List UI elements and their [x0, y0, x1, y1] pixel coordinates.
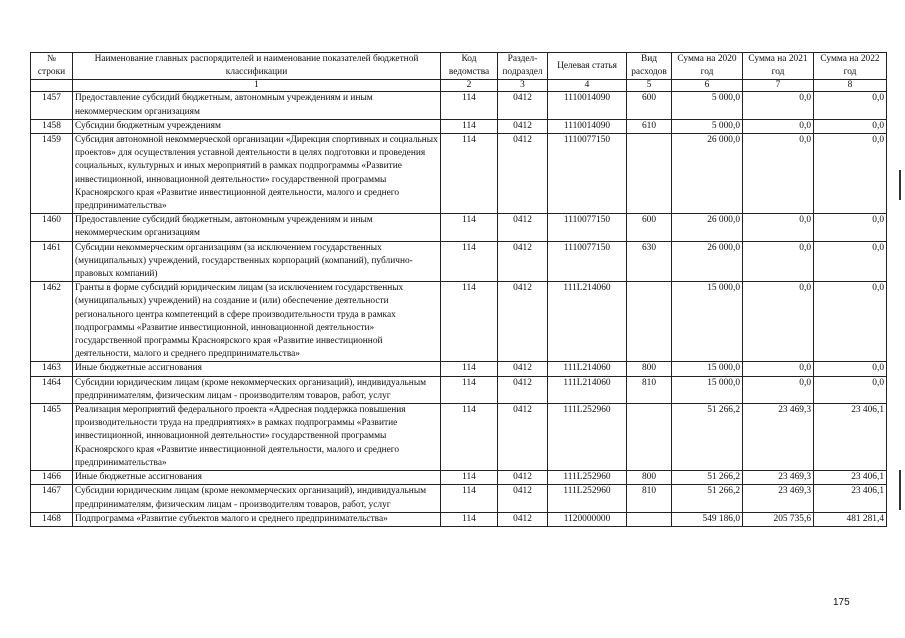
row-sum-2021: 205 735,6	[743, 512, 814, 526]
row-sum-2020: 51 266,2	[672, 485, 743, 512]
row-section: 0412	[498, 214, 548, 241]
row-expense-type	[627, 134, 672, 214]
row-sum-2021: 0,0	[743, 92, 814, 119]
row-sum-2021: 0,0	[743, 214, 814, 241]
row-department-code: 114	[441, 485, 498, 512]
row-target-item: 1110077150	[548, 214, 627, 241]
row-target-item: 1120000000	[548, 512, 627, 526]
column-number: 5	[627, 80, 672, 92]
row-department-code: 114	[441, 376, 498, 403]
row-name: Субсидии некоммерческим организациям (за исключением государственных (муниципальных) учреждений, государственных корпораций (компаний), публично-правовых компаний)	[73, 241, 441, 282]
row-sum-2022: 0,0	[814, 119, 887, 133]
column-number: 7	[743, 80, 814, 92]
row-sum-2022: 0,0	[814, 362, 887, 376]
row-number: 1462	[31, 282, 73, 362]
row-sum-2020: 26 000,0	[672, 134, 743, 214]
row-section: 0412	[498, 282, 548, 362]
row-expense-type	[627, 282, 672, 362]
row-sum-2020: 5 000,0	[672, 119, 743, 133]
column-number: 6	[672, 80, 743, 92]
row-name: Предоставление субсидий бюджетным, автономным учреждениям и иным некоммерческим организациям	[73, 92, 441, 119]
row-sum-2022: 0,0	[814, 92, 887, 119]
row-sum-2021: 23 469,3	[743, 471, 814, 485]
column-number-row	[31, 80, 887, 92]
row-department-code: 114	[441, 214, 498, 241]
row-target-item: 111L214060	[548, 376, 627, 403]
row-target-item: 111L214060	[548, 362, 627, 376]
row-section: 0412	[498, 119, 548, 133]
header-section: Раздел-подраздел	[498, 53, 548, 80]
row-target-item: 1110014090	[548, 92, 627, 119]
row-name: Иные бюджетные ассигнования	[73, 362, 441, 376]
row-expense-type: 810	[627, 485, 672, 512]
header-sum-2022: Сумма на 2022 год	[814, 53, 887, 80]
row-name: Подпрограмма «Развитие субъектов малого и среднего предпринимательства»	[73, 512, 441, 526]
row-sum-2021: 23 469,3	[743, 485, 814, 512]
row-sum-2022: 0,0	[814, 241, 887, 282]
row-name: Гранты в форме субсидий юридическим лицам (за исключением государственных (муниципальных) учреждений) на создание и (или) обеспечение деятельности регионального центра компетенций в сфере производительности труда в рамках подпрограммы «Развитие инвестиционной, инновационной деятельности» государственной программы Красноярского края «Развитие инвестиционной деятельности, малого и среднего предпринимательства»	[73, 282, 441, 362]
row-target-item: 1110014090	[548, 119, 627, 133]
header-sum-2020: Сумма на 2020 год	[672, 53, 743, 80]
row-number: 1460	[31, 214, 73, 241]
row-sum-2022: 0,0	[814, 134, 887, 214]
row-expense-type	[627, 512, 672, 526]
row-expense-type	[627, 404, 672, 471]
row-number: 1463	[31, 362, 73, 376]
row-sum-2021: 0,0	[743, 134, 814, 214]
row-department-code: 114	[441, 404, 498, 471]
row-number: 1467	[31, 485, 73, 512]
row-department-code: 114	[441, 471, 498, 485]
header-target-item: Целевая статья	[548, 53, 627, 80]
column-number: 8	[814, 80, 887, 92]
row-sum-2020: 15 000,0	[672, 282, 743, 362]
row-section: 0412	[498, 241, 548, 282]
row-expense-type: 600	[627, 92, 672, 119]
row-name: Субсидии бюджетным учреждениям	[73, 119, 441, 133]
row-sum-2022: 23 406,1	[814, 404, 887, 471]
table-row	[31, 512, 887, 526]
row-sum-2020: 51 266,2	[672, 471, 743, 485]
row-name: Предоставление субсидий бюджетным, автономным учреждениям и иным некоммерческим организациям	[73, 214, 441, 241]
row-number: 1468	[31, 512, 73, 526]
row-sum-2022: 23 406,1	[814, 471, 887, 485]
row-sum-2020: 5 000,0	[672, 92, 743, 119]
column-number	[31, 80, 73, 92]
row-target-item: 111L252960	[548, 471, 627, 485]
row-department-code: 114	[441, 512, 498, 526]
row-sum-2020: 26 000,0	[672, 241, 743, 282]
row-number: 1466	[31, 471, 73, 485]
row-sum-2022: 23 406,1	[814, 485, 887, 512]
row-sum-2022: 0,0	[814, 376, 887, 403]
row-number: 1457	[31, 92, 73, 119]
row-number: 1459	[31, 134, 73, 214]
column-number: 1	[73, 80, 441, 92]
row-sum-2022: 0,0	[814, 214, 887, 241]
row-expense-type: 630	[627, 241, 672, 282]
table-row	[31, 92, 887, 119]
row-expense-type: 800	[627, 362, 672, 376]
row-expense-type: 600	[627, 214, 672, 241]
scan-edge-mark	[899, 170, 901, 200]
row-section: 0412	[498, 512, 548, 526]
row-target-item: 111L214060	[548, 282, 627, 362]
row-sum-2021: 0,0	[743, 241, 814, 282]
table-row	[31, 241, 887, 282]
row-section: 0412	[498, 92, 548, 119]
row-section: 0412	[498, 485, 548, 512]
header-name: Наименование главных распорядителей и наименование показателей бюджетной классификации	[73, 53, 441, 80]
budget-table-sheet	[30, 52, 886, 527]
row-name: Реализация мероприятий федерального проекта «Адресная поддержка повышения производительности труда на предприятиях» в рамках подпрограммы «Развитие инвестиционной, инновационной деятельности» государственной программы Красноярского края «Развитие инвестиционной деятельности, малого и среднего предпринимательства»	[73, 404, 441, 471]
row-name: Иные бюджетные ассигнования	[73, 471, 441, 485]
header-sum-2021: Сумма на 2021 год	[743, 53, 814, 80]
row-section: 0412	[498, 404, 548, 471]
header-row	[31, 53, 887, 80]
table-row	[31, 214, 887, 241]
header-department-code: Код ведомства	[441, 53, 498, 80]
row-department-code: 114	[441, 92, 498, 119]
table-row	[31, 134, 887, 214]
row-section: 0412	[498, 362, 548, 376]
row-sum-2021: 23 469,3	[743, 404, 814, 471]
budget-table	[30, 52, 887, 527]
row-sum-2021: 0,0	[743, 376, 814, 403]
row-sum-2022: 481 281,4	[814, 512, 887, 526]
table-row	[31, 471, 887, 485]
row-section: 0412	[498, 134, 548, 214]
table-row	[31, 362, 887, 376]
row-sum-2020: 549 186,0	[672, 512, 743, 526]
row-target-item: 111L252960	[548, 404, 627, 471]
page-number: 175	[833, 597, 850, 608]
row-number: 1461	[31, 241, 73, 282]
table-row	[31, 282, 887, 362]
row-expense-type: 810	[627, 376, 672, 403]
row-name: Субсидии юридическим лицам (кроме некоммерческих организаций), индивидуальным предпринимателям, физическим лицам - производителям товаров, работ, услуг	[73, 485, 441, 512]
row-department-code: 114	[441, 241, 498, 282]
row-sum-2021: 0,0	[743, 119, 814, 133]
row-target-item: 111L252960	[548, 485, 627, 512]
table-row	[31, 376, 887, 403]
row-section: 0412	[498, 376, 548, 403]
row-expense-type: 800	[627, 471, 672, 485]
column-number: 4	[548, 80, 627, 92]
row-department-code: 114	[441, 362, 498, 376]
table-row	[31, 485, 887, 512]
column-number: 2	[441, 80, 498, 92]
row-sum-2020: 26 000,0	[672, 214, 743, 241]
header-row-number: № строки	[31, 53, 73, 80]
header-expense-type: Вид расходов	[627, 53, 672, 80]
table-row	[31, 404, 887, 471]
row-name: Субсидия автономной некоммерческой организации «Дирекция спортивных и социальных проектов» для осуществления уставной деятельности в целях подготовки и проведения социальных, культурных и иных мероприятий в рамках подпрограммы «Развитие инвестиционной, инновационной деятельности» государственной программы Красноярского края «Развитие инвестиционной деятельности, малого и среднего предпринимательства»	[73, 134, 441, 214]
row-section: 0412	[498, 471, 548, 485]
row-department-code: 114	[441, 134, 498, 214]
scan-edge-mark	[899, 470, 901, 510]
row-number: 1458	[31, 119, 73, 133]
row-sum-2021: 0,0	[743, 282, 814, 362]
row-expense-type: 610	[627, 119, 672, 133]
row-target-item: 1110077150	[548, 134, 627, 214]
row-target-item: 1110077150	[548, 241, 627, 282]
row-department-code: 114	[441, 119, 498, 133]
row-sum-2021: 0,0	[743, 362, 814, 376]
row-sum-2020: 15 000,0	[672, 362, 743, 376]
row-name: Субсидии юридическим лицам (кроме некоммерческих организаций), индивидуальным предпринимателям, физическим лицам - производителям товаров, работ, услуг	[73, 376, 441, 403]
row-sum-2022: 0,0	[814, 282, 887, 362]
row-sum-2020: 15 000,0	[672, 376, 743, 403]
row-number: 1465	[31, 404, 73, 471]
column-number: 3	[498, 80, 548, 92]
row-sum-2020: 51 266,2	[672, 404, 743, 471]
row-department-code: 114	[441, 282, 498, 362]
table-row	[31, 119, 887, 133]
row-number: 1464	[31, 376, 73, 403]
